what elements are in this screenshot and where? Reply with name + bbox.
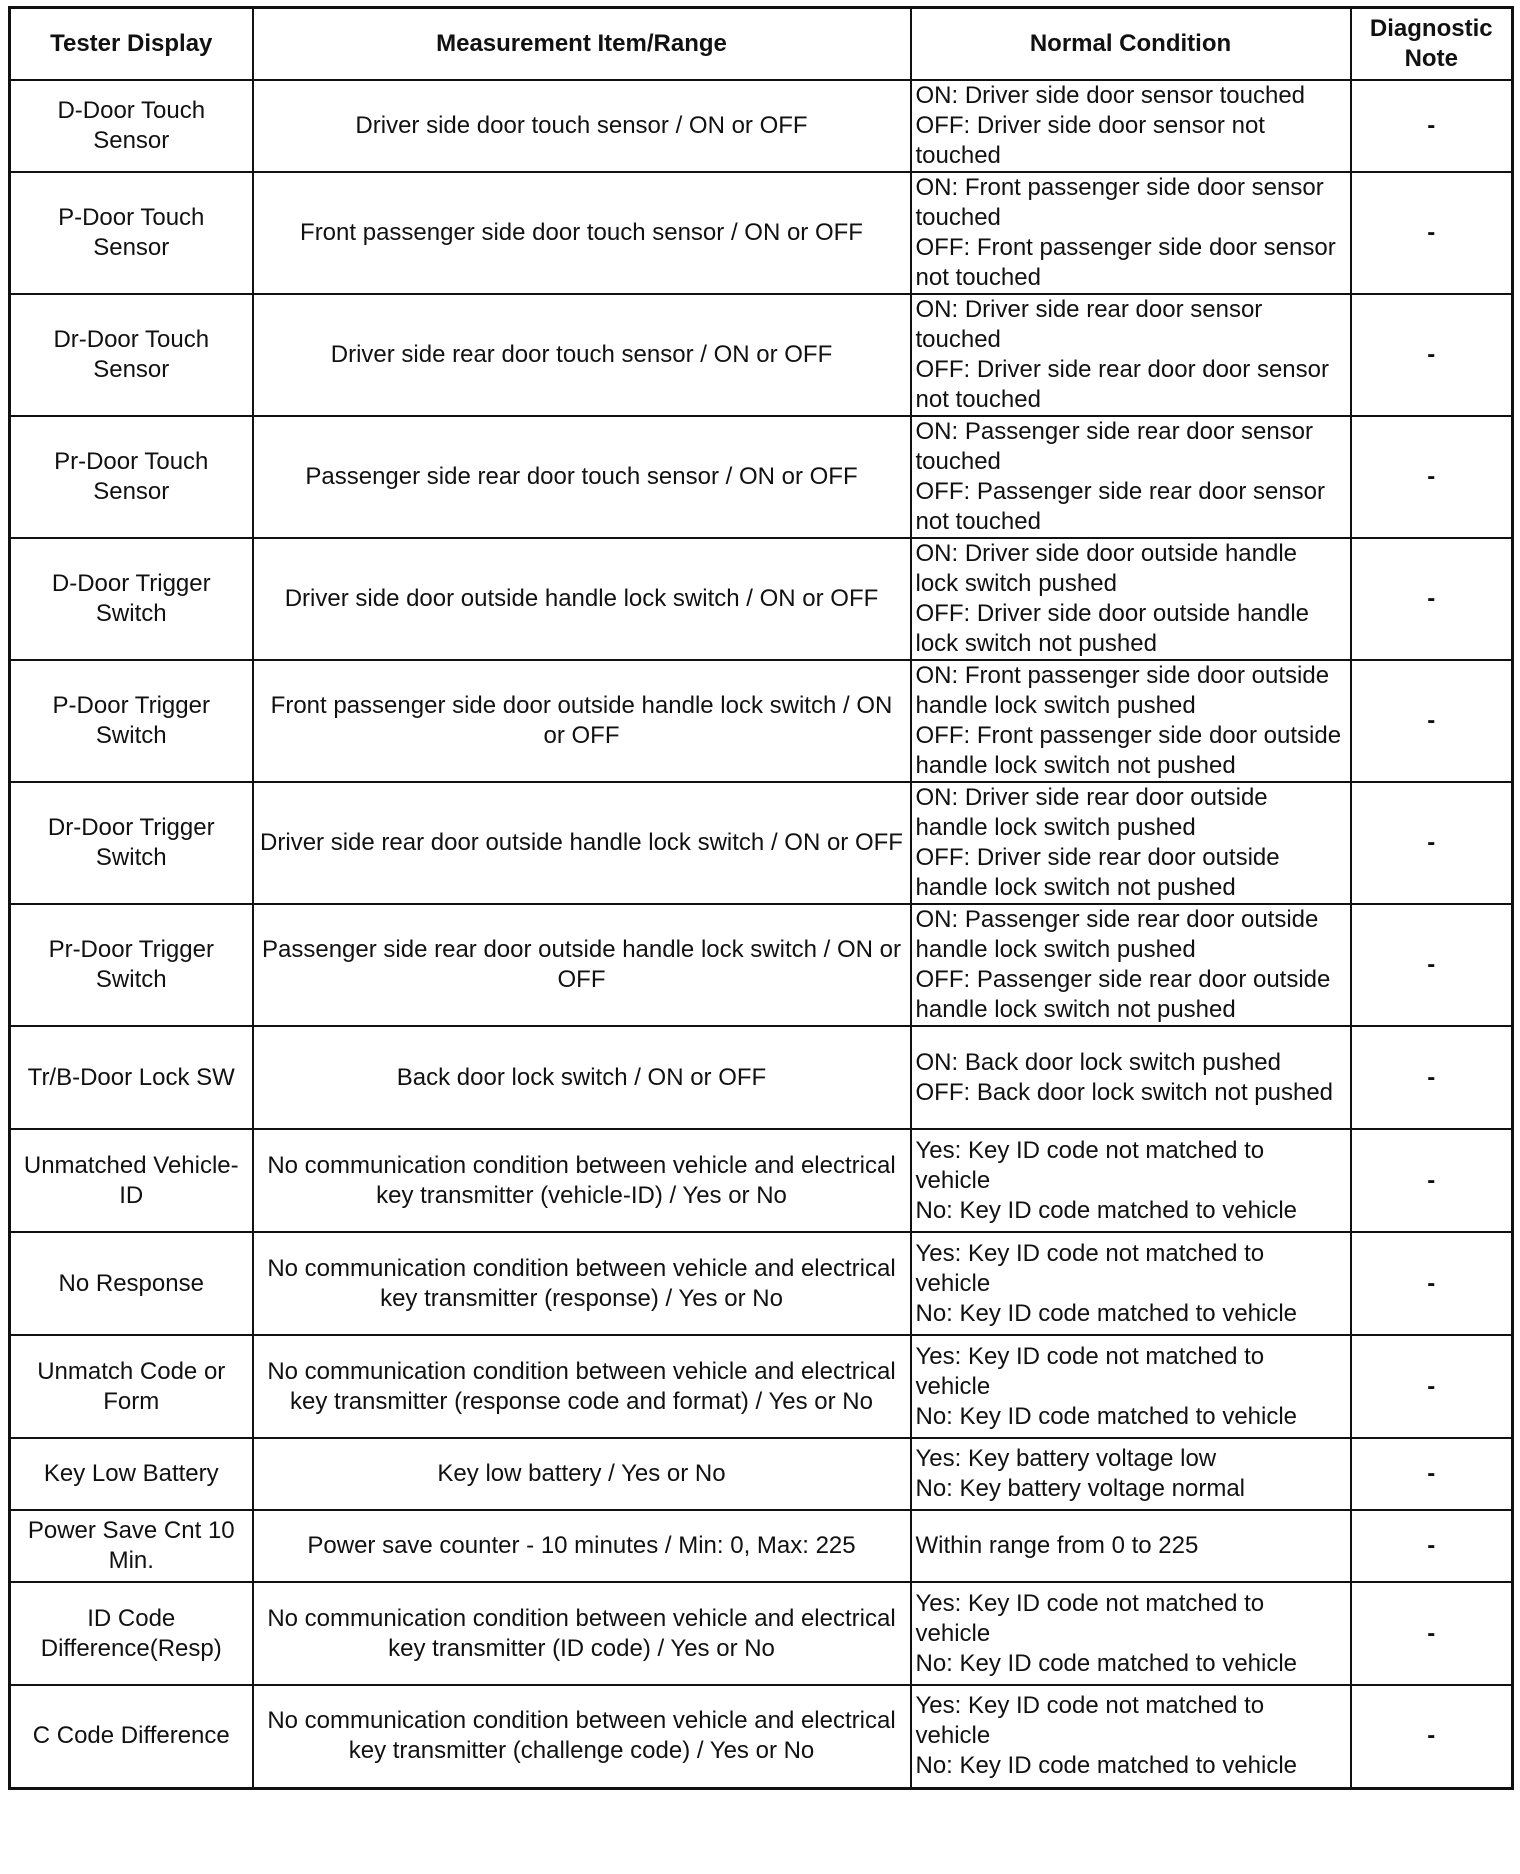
- cell-tester-display: C Code Difference: [10, 1685, 253, 1788]
- cell-normal-condition: ON: Front passenger side door sensor touched OFF: Front passenger side door sensor not touched: [911, 172, 1351, 294]
- cell-normal-condition: Yes: Key battery voltage low No: Key battery voltage normal: [911, 1438, 1351, 1510]
- cell-measurement: Front passenger side door touch sensor / ON or OFF: [253, 172, 911, 294]
- cell-measurement: Power save counter - 10 minutes / Min: 0, Max: 225: [253, 1510, 911, 1582]
- cell-tester-display: No Response: [10, 1232, 253, 1335]
- table-row: [10, 80, 1513, 172]
- table-row: [10, 1685, 1513, 1788]
- header-tester-display: Tester Display: [10, 8, 253, 81]
- table-row: [10, 1510, 1513, 1582]
- cell-diagnostic-note: -: [1351, 1685, 1513, 1788]
- cell-measurement: Back door lock switch / ON or OFF: [253, 1026, 911, 1129]
- cell-measurement: Front passenger side door outside handle lock switch / ON or OFF: [253, 660, 911, 782]
- table-row: [10, 1335, 1513, 1438]
- cell-tester-display: Unmatch Code or Form: [10, 1335, 253, 1438]
- cell-diagnostic-note: -: [1351, 1026, 1513, 1129]
- cell-normal-condition: ON: Driver side door sensor touched OFF: Driver side door sensor not touched: [911, 80, 1351, 172]
- cell-diagnostic-note: -: [1351, 1510, 1513, 1582]
- cell-diagnostic-note: -: [1351, 782, 1513, 904]
- cell-normal-condition: ON: Passenger side rear door sensor touched OFF: Passenger side rear door sensor not touched: [911, 416, 1351, 538]
- table-row: [10, 660, 1513, 782]
- cell-measurement: Passenger side rear door outside handle lock switch / ON or OFF: [253, 904, 911, 1026]
- cell-normal-condition: ON: Back door lock switch pushed OFF: Back door lock switch not pushed: [911, 1026, 1351, 1129]
- cell-measurement: No communication condition between vehicle and electrical key transmitter (challenge code) / Yes or No: [253, 1685, 911, 1788]
- cell-tester-display: Dr-Door Touch Sensor: [10, 294, 253, 416]
- cell-normal-condition: ON: Front passenger side door outside handle lock switch pushed OFF: Front passenger side door outside handle lock switch not pushed: [911, 660, 1351, 782]
- header-diagnostic-note: Diagnostic Note: [1351, 8, 1513, 81]
- cell-normal-condition: ON: Passenger side rear door outside handle lock switch pushed OFF: Passenger side rear door outside handle lock switch not pushed: [911, 904, 1351, 1026]
- cell-diagnostic-note: -: [1351, 1129, 1513, 1232]
- cell-normal-condition: Yes: Key ID code not matched to vehicle No: Key ID code matched to vehicle: [911, 1335, 1351, 1438]
- cell-measurement: Passenger side rear door touch sensor / ON or OFF: [253, 416, 911, 538]
- cell-measurement: No communication condition between vehicle and electrical key transmitter (response) / Yes or No: [253, 1232, 911, 1335]
- cell-normal-condition: ON: Driver side rear door sensor touched OFF: Driver side rear door door sensor not touched: [911, 294, 1351, 416]
- cell-normal-condition: Yes: Key ID code not matched to vehicle No: Key ID code matched to vehicle: [911, 1582, 1351, 1685]
- cell-tester-display: Power Save Cnt 10 Min.: [10, 1510, 253, 1582]
- cell-diagnostic-note: -: [1351, 294, 1513, 416]
- table-row: [10, 1129, 1513, 1232]
- table-header-row: [10, 8, 1513, 81]
- cell-tester-display: Tr/B-Door Lock SW: [10, 1026, 253, 1129]
- cell-tester-display: Pr-Door Touch Sensor: [10, 416, 253, 538]
- cell-diagnostic-note: -: [1351, 172, 1513, 294]
- cell-measurement: No communication condition between vehicle and electrical key transmitter (ID code) / Yes or No: [253, 1582, 911, 1685]
- table-row: [10, 416, 1513, 538]
- table-row: [10, 782, 1513, 904]
- cell-diagnostic-note: -: [1351, 1582, 1513, 1685]
- cell-diagnostic-note: -: [1351, 538, 1513, 660]
- table-row: [10, 1026, 1513, 1129]
- table-row: [10, 538, 1513, 660]
- cell-diagnostic-note: -: [1351, 1232, 1513, 1335]
- cell-measurement: Driver side door outside handle lock switch / ON or OFF: [253, 538, 911, 660]
- cell-normal-condition: Yes: Key ID code not matched to vehicle No: Key ID code matched to vehicle: [911, 1685, 1351, 1788]
- cell-measurement: Driver side door touch sensor / ON or OFF: [253, 80, 911, 172]
- cell-tester-display: Key Low Battery: [10, 1438, 253, 1510]
- cell-measurement: No communication condition between vehicle and electrical key transmitter (response code and format) / Yes or No: [253, 1335, 911, 1438]
- cell-normal-condition: ON: Driver side rear door outside handle lock switch pushed OFF: Driver side rear door outside handle lock switch not pushed: [911, 782, 1351, 904]
- table-row: [10, 904, 1513, 1026]
- cell-tester-display: P-Door Trigger Switch: [10, 660, 253, 782]
- cell-diagnostic-note: -: [1351, 1438, 1513, 1510]
- table-row: [10, 1232, 1513, 1335]
- table-row: [10, 1438, 1513, 1510]
- cell-tester-display: Pr-Door Trigger Switch: [10, 904, 253, 1026]
- table-row: [10, 1582, 1513, 1685]
- cell-measurement: No communication condition between vehicle and electrical key transmitter (vehicle-ID) / Yes or No: [253, 1129, 911, 1232]
- cell-measurement: Key low battery / Yes or No: [253, 1438, 911, 1510]
- cell-diagnostic-note: -: [1351, 80, 1513, 172]
- cell-measurement: Driver side rear door outside handle lock switch / ON or OFF: [253, 782, 911, 904]
- header-normal-condition: Normal Condition: [911, 8, 1351, 81]
- cell-diagnostic-note: -: [1351, 1335, 1513, 1438]
- cell-diagnostic-note: -: [1351, 904, 1513, 1026]
- header-measurement-item: Measurement Item/Range: [253, 8, 911, 81]
- cell-diagnostic-note: -: [1351, 660, 1513, 782]
- cell-measurement: Driver side rear door touch sensor / ON or OFF: [253, 294, 911, 416]
- table-row: [10, 294, 1513, 416]
- cell-tester-display: ID Code Difference(Resp): [10, 1582, 253, 1685]
- cell-normal-condition: Within range from 0 to 225: [911, 1510, 1351, 1582]
- cell-tester-display: Dr-Door Trigger Switch: [10, 782, 253, 904]
- cell-diagnostic-note: -: [1351, 416, 1513, 538]
- cell-normal-condition: Yes: Key ID code not matched to vehicle No: Key ID code matched to vehicle: [911, 1232, 1351, 1335]
- cell-tester-display: Unmatched Vehicle-ID: [10, 1129, 253, 1232]
- cell-normal-condition: ON: Driver side door outside handle lock switch pushed OFF: Driver side door outside handle lock switch not pushed: [911, 538, 1351, 660]
- cell-tester-display: D-Door Trigger Switch: [10, 538, 253, 660]
- cell-tester-display: D-Door Touch Sensor: [10, 80, 253, 172]
- table-row: [10, 172, 1513, 294]
- cell-tester-display: P-Door Touch Sensor: [10, 172, 253, 294]
- data-list-table: [8, 6, 1514, 1790]
- cell-normal-condition: Yes: Key ID code not matched to vehicle No: Key ID code matched to vehicle: [911, 1129, 1351, 1232]
